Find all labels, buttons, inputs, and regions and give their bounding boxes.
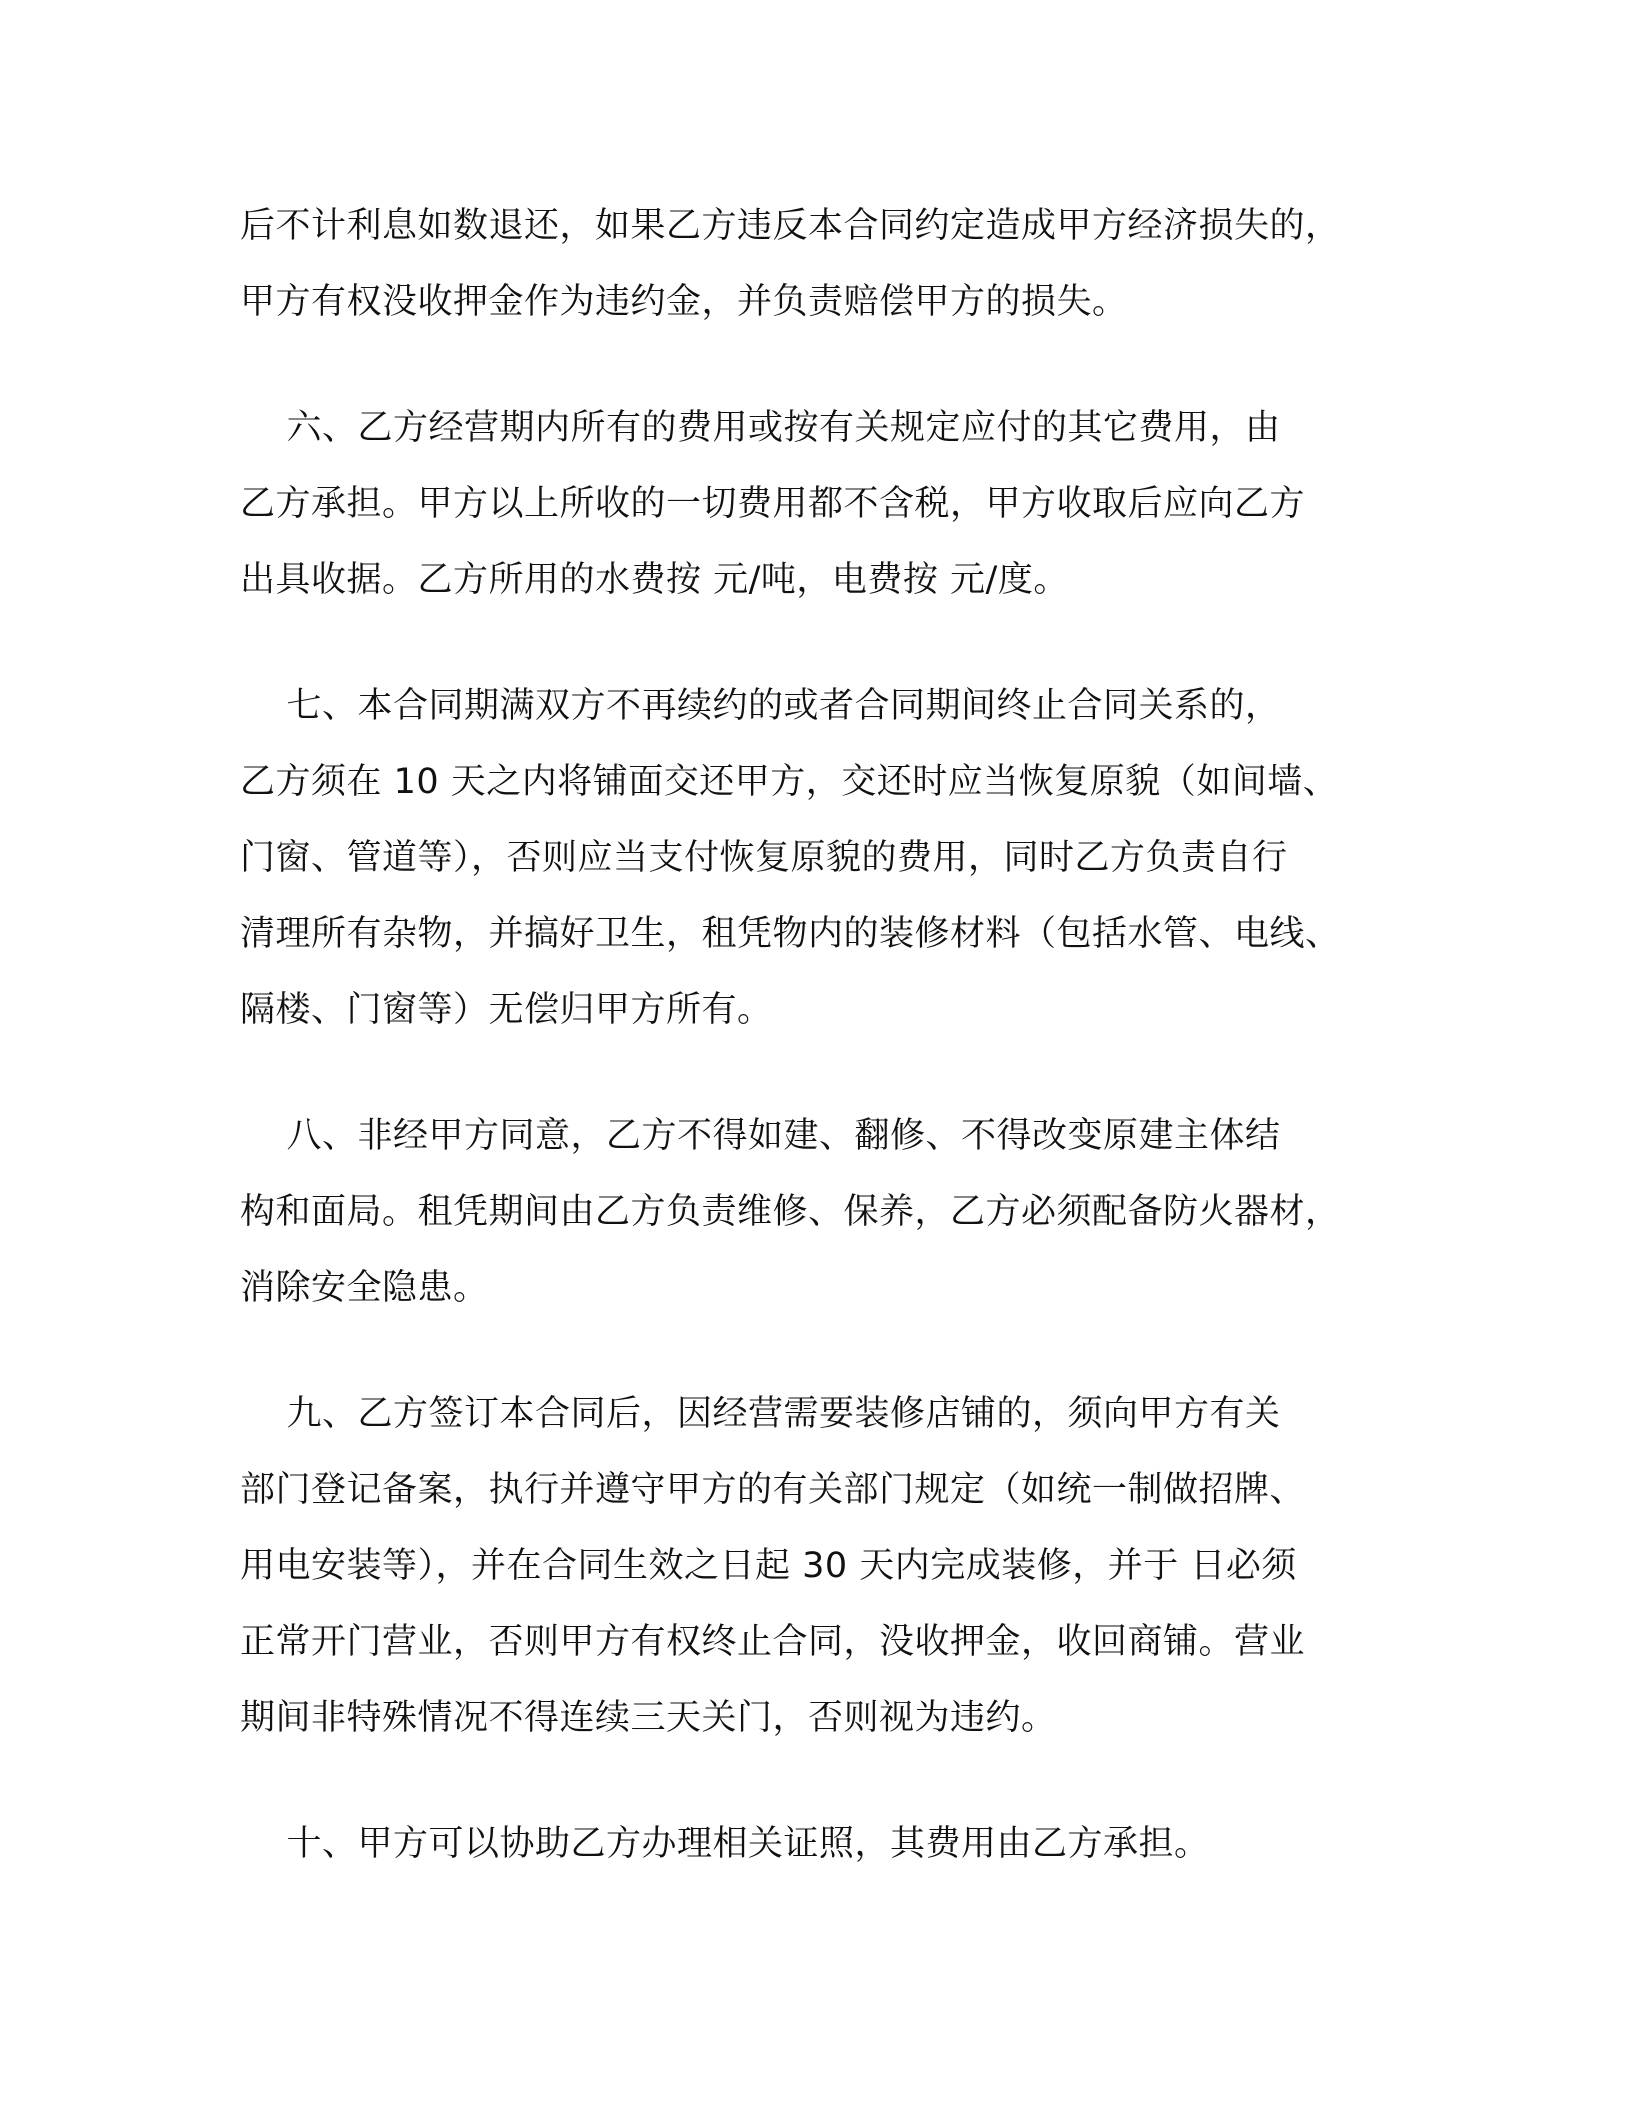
paragraph-line: 七、本合同期满双方不再续约的或者合同期间终止合同关系的， bbox=[240, 686, 1281, 726]
paragraph-deposit-refund bbox=[240, 188, 1400, 340]
paragraph-clause-7 bbox=[240, 668, 1400, 1048]
paragraph-clause-6 bbox=[240, 390, 1400, 618]
paragraph-clause-10 bbox=[240, 1806, 1400, 1882]
paragraph-line: 出具收据。乙方所用的水费按 元/吨，电费按 元/度。 bbox=[240, 560, 1069, 600]
paragraph-line: 六、乙方经营期内所有的费用或按有关规定应付的其它费用，由 bbox=[240, 408, 1281, 448]
paragraph-clause-9 bbox=[240, 1376, 1400, 1756]
paragraph-line: 正常开门营业，否则甲方有权终止合同，没收押金，收回商铺。营业 bbox=[240, 1622, 1306, 1662]
paragraph-line: 消除安全隐患。 bbox=[240, 1268, 489, 1308]
paragraph-line: 八、非经甲方同意，乙方不得如建、翻修、不得改变原建主体结 bbox=[240, 1116, 1281, 1156]
paragraph-gap bbox=[240, 1326, 1400, 1376]
paragraph-clause-8 bbox=[240, 1098, 1400, 1326]
paragraph-gap bbox=[240, 340, 1400, 390]
paragraph-line: 隔楼、门窗等）无偿归甲方所有。 bbox=[240, 990, 773, 1030]
paragraph-line: 期间非特殊情况不得连续三天关门，否则视为违约。 bbox=[240, 1698, 1057, 1738]
paragraph-line: 清理所有杂物，并搞好卫生，租凭物内的装修材料（包括水管、电线、 bbox=[240, 914, 1341, 954]
paragraph-line: 部门登记备案，执行并遵守甲方的有关部门规定（如统一制做招牌、 bbox=[240, 1470, 1306, 1510]
paragraph-line: 十、甲方可以协助乙方办理相关证照，其费用由乙方承担。 bbox=[240, 1824, 1210, 1864]
paragraph-gap bbox=[240, 1048, 1400, 1098]
paragraph-line: 乙方承担。甲方以上所收的一切费用都不含税，甲方收取后应向乙方 bbox=[240, 484, 1306, 524]
paragraph-line: 门窗、管道等），否则应当支付恢复原貌的费用，同时乙方负责自行 bbox=[240, 838, 1288, 878]
paragraph-line: 构和面局。租凭期间由乙方负责维修、保养，乙方必须配备防火器材， bbox=[240, 1192, 1341, 1232]
paragraph-line: 九、乙方签订本合同后，因经营需要装修店铺的，须向甲方有关 bbox=[240, 1394, 1281, 1434]
document-body bbox=[240, 188, 1400, 1882]
paragraph-line: 后不计利息如数退还，如果乙方违反本合同约定造成甲方经济损失的， bbox=[240, 206, 1341, 246]
paragraph-gap bbox=[240, 1756, 1400, 1806]
paragraph-line: 甲方有权没收押金作为违约金，并负责赔偿甲方的损失。 bbox=[240, 282, 1128, 322]
paragraph-gap bbox=[240, 618, 1400, 668]
paragraph-line: 乙方须在 10 天之内将铺面交还甲方，交还时应当恢复原貌（如间墙、 bbox=[240, 762, 1339, 802]
paragraph-line: 用电安装等），并在合同生效之日起 30 天内完成装修，并于 日必须 bbox=[240, 1546, 1297, 1586]
